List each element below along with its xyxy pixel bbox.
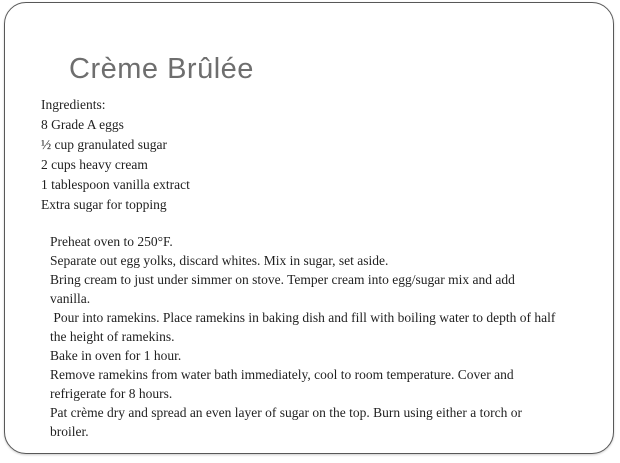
instruction-step-line: the height of ramekins. — [50, 329, 175, 344]
instruction-step-line: Separate out egg yolks, discard whites. Mix in sugar, set aside. — [50, 253, 389, 268]
ingredient-line: 2 cups heavy cream — [41, 157, 148, 172]
instruction-step-line: Preheat oven to 250°F. — [50, 234, 173, 249]
instruction-step-line: Remove ramekins from water bath immediately, cool to room temperature. Cover and — [50, 367, 514, 382]
ingredient-line: 1 tablespoon vanilla extract — [41, 177, 190, 192]
ingredient-line: ½ cup granulated sugar — [41, 137, 167, 152]
instruction-step-line: Bake in oven for 1 hour. — [50, 348, 182, 363]
recipe-card — [4, 2, 614, 454]
instruction-step-line: broiler. — [50, 424, 89, 439]
instruction-step-line: vanilla. — [50, 291, 91, 306]
instructions-list — [50, 232, 555, 441]
ingredients-list — [41, 95, 190, 215]
instruction-step-line: refrigerate for 8 hours. — [50, 386, 173, 401]
ingredient-line: 8 Grade A eggs — [41, 117, 124, 132]
instruction-step-line: Pat crème dry and spread an even layer of sugar on the top. Burn using either a torch or — [50, 405, 522, 420]
ingredients-heading: Ingredients: — [41, 97, 106, 112]
instruction-step-line: Bring cream to just under simmer on stove. Temper cream into egg/sugar mix and add — [50, 272, 515, 287]
instruction-step-line: Pour into ramekins. Place ramekins in baking dish and fill with boiling water to depth of half — [50, 310, 556, 325]
ingredient-line: Extra sugar for topping — [41, 197, 167, 212]
page-title: Crème Brûlée — [69, 53, 254, 85]
